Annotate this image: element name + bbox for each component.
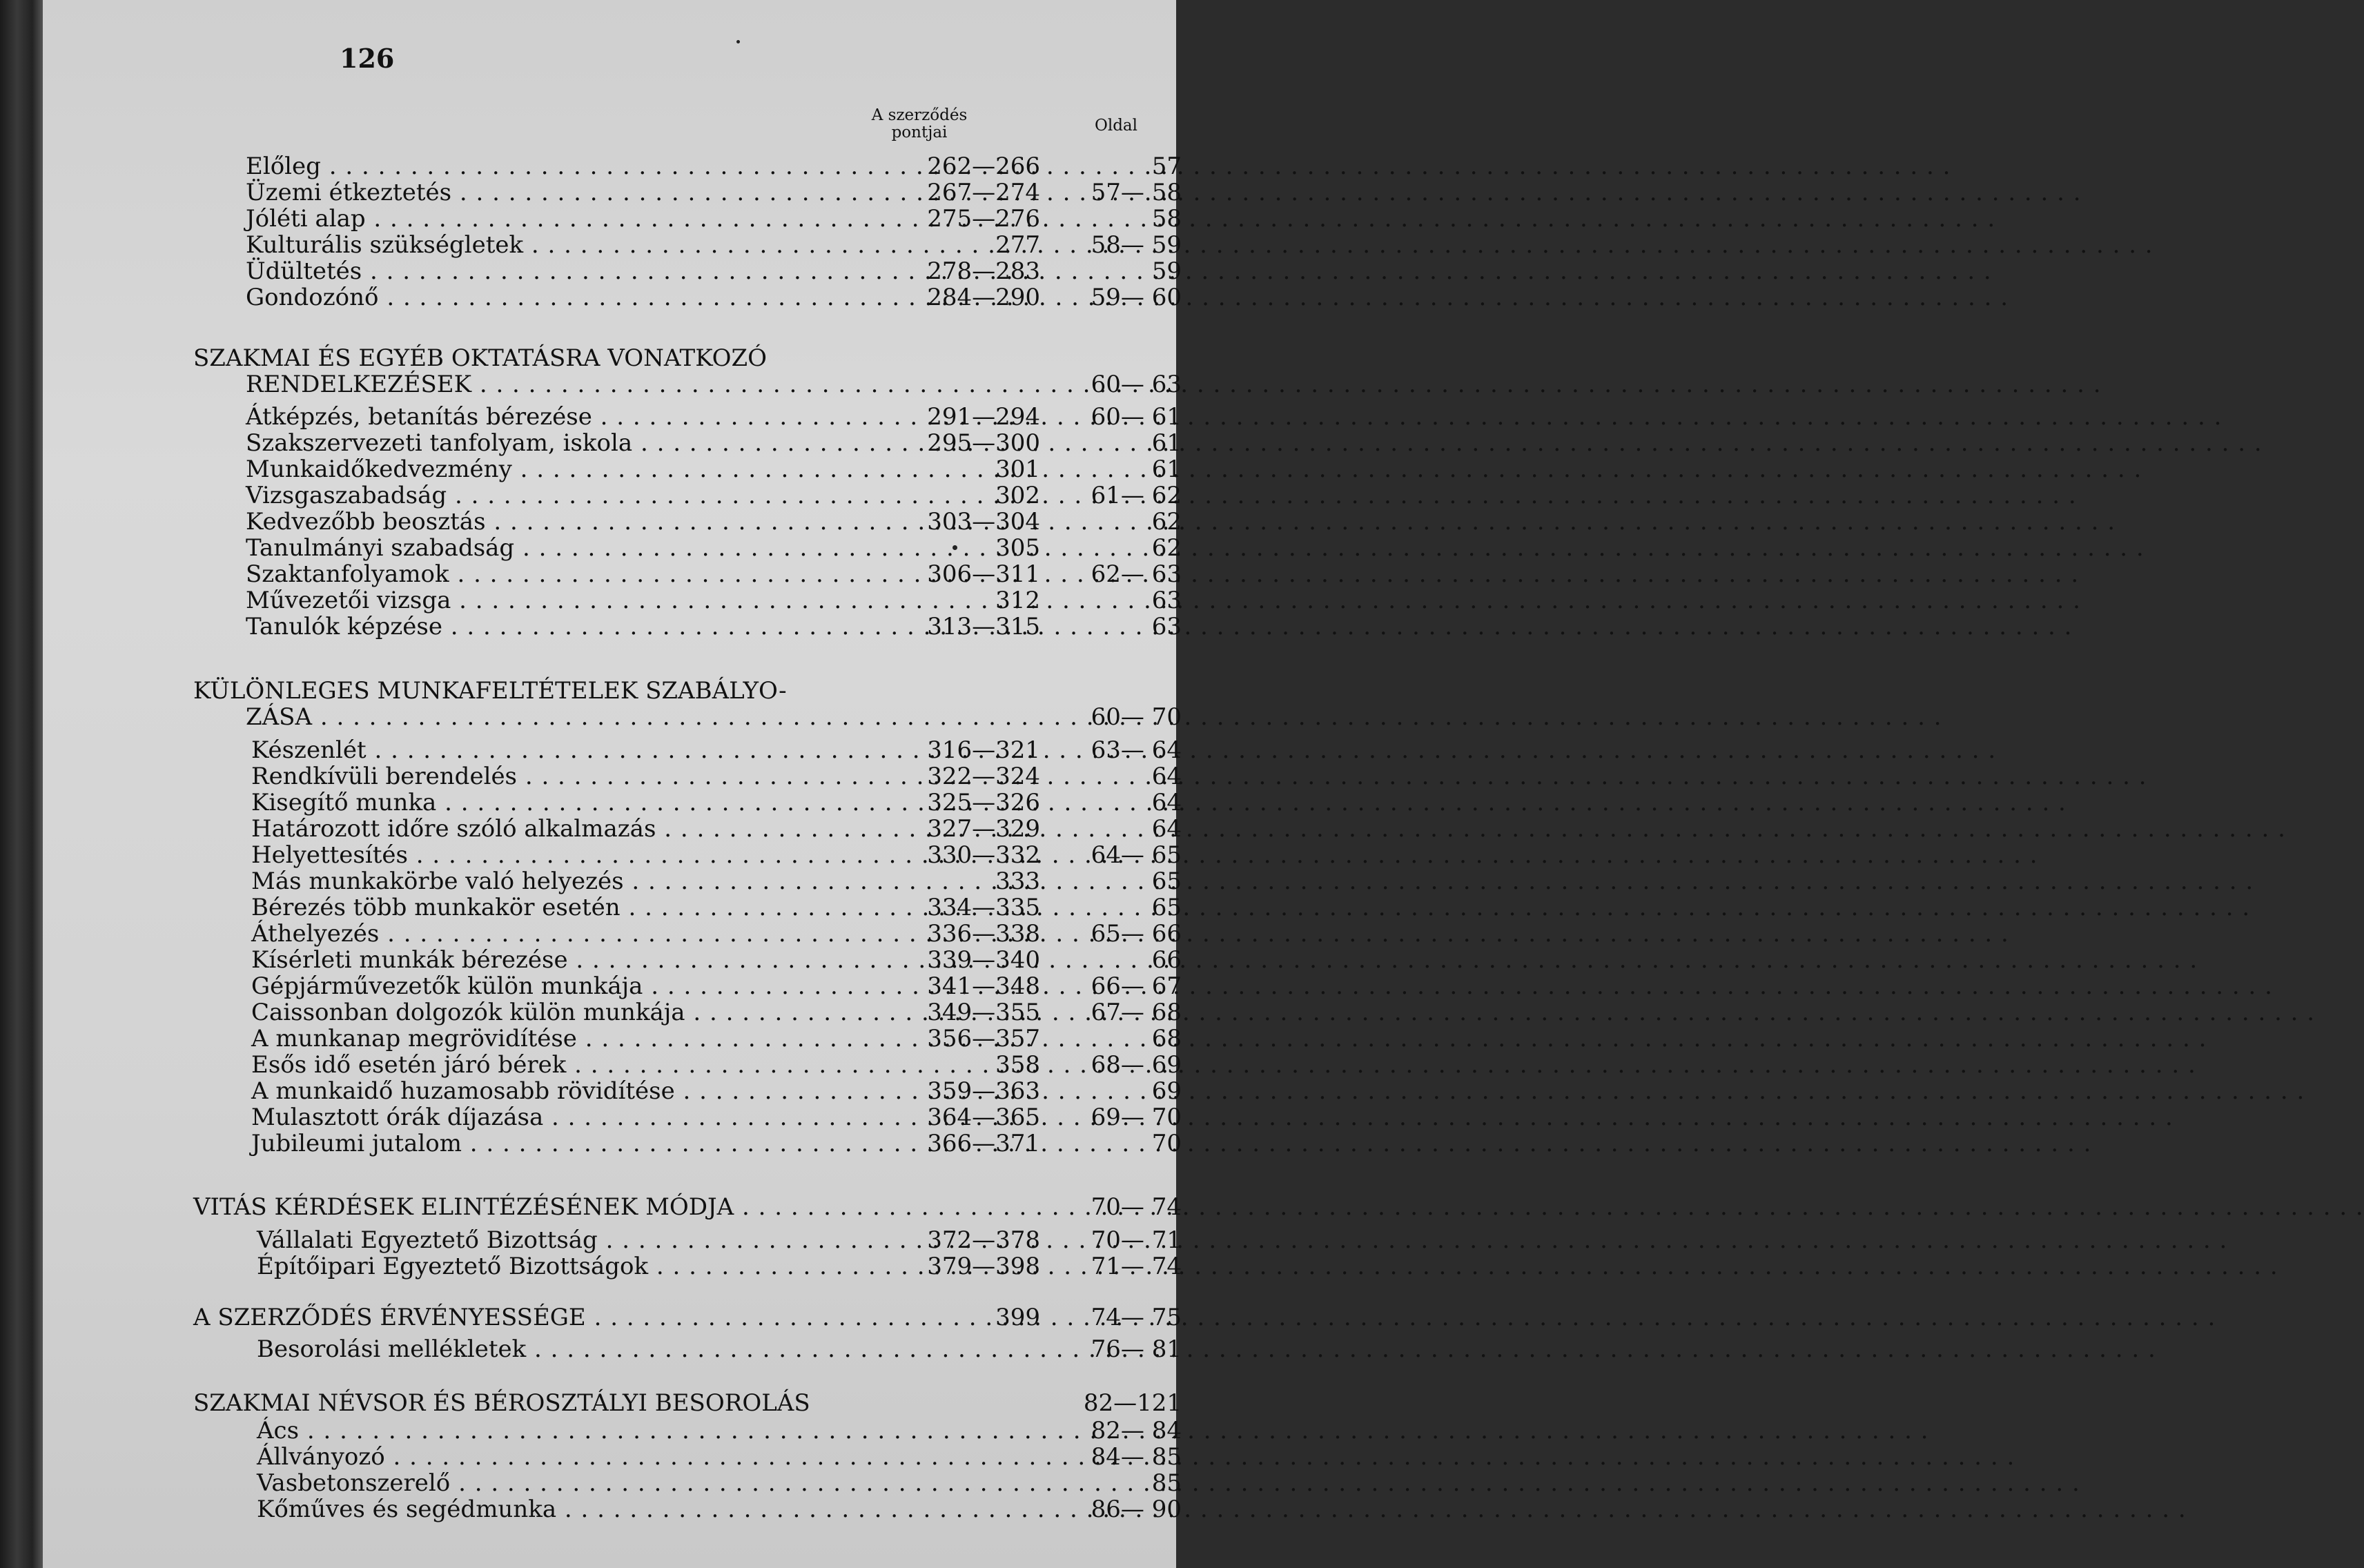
toc-entry bbox=[43, 999, 1182, 1026]
toc-entry-contract-points: 316—321 bbox=[927, 736, 1040, 764]
toc-entry bbox=[43, 205, 1182, 233]
toc-entry-contract-points: 313—315 bbox=[927, 613, 1040, 640]
toc-entry-page-range: 65 bbox=[1151, 868, 1182, 895]
toc-entry-title bbox=[251, 921, 900, 947]
toc-entry-page-range: 61 bbox=[1151, 455, 1182, 483]
toc-entry-title bbox=[251, 868, 900, 894]
toc-entry-title-text: Kulturális szükségletek bbox=[246, 231, 524, 259]
toc-entry-page-range: 57 bbox=[1151, 153, 1182, 180]
toc-entry-title-text: Más munkakörbe való helyezés bbox=[251, 868, 624, 895]
toc-entry-title bbox=[257, 1418, 900, 1444]
toc-entry-title-text: Gondozónő bbox=[246, 284, 379, 311]
toc-entry-contract-points: 291—294 bbox=[927, 403, 1040, 431]
toc-entry-title-text: KÜLÖNLEGES MUNKAFELTÉTELEK SZABÁLYO- bbox=[193, 677, 787, 705]
toc-entry bbox=[43, 1443, 1182, 1471]
toc-entry-title bbox=[257, 1444, 900, 1470]
toc-entry-title-text: Jóléti alap bbox=[246, 205, 366, 233]
toc-entry-title bbox=[246, 153, 900, 179]
toc-entry-page-range: 63— 64 bbox=[1091, 736, 1182, 764]
toc-entry-contract-points: 364—365 bbox=[927, 1104, 1040, 1131]
toc-entry-title-text: Vállalati Egyeztető Bizottság bbox=[257, 1226, 598, 1254]
toc-entry-page-range: 67— 68 bbox=[1091, 999, 1182, 1026]
toc-entry-page-range: 64 bbox=[1151, 815, 1182, 843]
toc-entry-contract-points: 284—290 bbox=[927, 284, 1040, 311]
toc-entry-title-text: Vasbetonszerelő bbox=[257, 1469, 451, 1497]
toc-entry-title-text: Állványozó bbox=[257, 1443, 385, 1471]
toc-entry-page-range: 82—121 bbox=[1083, 1389, 1182, 1417]
toc-entry-title-text: VITÁS KÉRDÉSEK ELINTÉZÉSÉNEK MÓDJA bbox=[193, 1193, 734, 1221]
column-header-points bbox=[868, 107, 971, 141]
toc-entry-title bbox=[251, 737, 900, 763]
toc-entry-title bbox=[251, 763, 900, 790]
toc-entry-page-range: 66 bbox=[1151, 946, 1182, 974]
column-header-points-line1: A szerződés bbox=[871, 106, 968, 124]
toc-entry-title bbox=[251, 1078, 900, 1104]
toc-entry-contract-points: 301 bbox=[995, 455, 1040, 483]
toc-entry-contract-points: 275—276 bbox=[927, 205, 1040, 233]
toc-entry-page-range: 60— 61 bbox=[1091, 403, 1182, 431]
toc-entry-page-range: 64 bbox=[1151, 789, 1182, 816]
toc-entry-page-range: 86— 90 bbox=[1091, 1496, 1182, 1523]
toc-entry-page-range: 70 bbox=[1151, 1130, 1182, 1157]
toc-entry bbox=[43, 1417, 1182, 1444]
toc-entry bbox=[43, 1025, 1182, 1052]
paper-speck bbox=[736, 40, 740, 43]
toc-entry-title bbox=[193, 678, 1162, 704]
toc-entry-title bbox=[246, 614, 900, 640]
toc-entry bbox=[43, 868, 1182, 895]
toc-entry-page-range: 85 bbox=[1151, 1469, 1182, 1497]
toc-entry-title bbox=[257, 1253, 900, 1280]
toc-entry bbox=[43, 587, 1182, 614]
toc-entry-contract-points: 262—266 bbox=[927, 153, 1040, 180]
toc-entry-page-range: 60— 63 bbox=[1091, 371, 1182, 398]
toc-entry-title-text: SZAKMAI NÉVSOR ÉS BÉROSZTÁLYI BESOROLÁS bbox=[193, 1389, 810, 1417]
toc-entry-contract-points: 379—398 bbox=[927, 1253, 1040, 1280]
toc-entry-title-text: Besorolási mellékletek bbox=[257, 1335, 527, 1363]
toc-entry-contract-points: 267—274 bbox=[927, 179, 1040, 206]
toc-section-heading bbox=[43, 1304, 1182, 1331]
toc-entry-title bbox=[251, 999, 900, 1026]
toc-entry-contract-points: 356—357 bbox=[927, 1025, 1040, 1052]
toc-entry-page-range: 84— 85 bbox=[1091, 1443, 1182, 1471]
toc-entry bbox=[43, 1104, 1182, 1131]
toc-entry-contract-points: 295—300 bbox=[927, 429, 1040, 457]
toc-entry-title-text: Készenlét bbox=[251, 736, 367, 764]
toc-entry-contract-points: 334—335 bbox=[927, 894, 1040, 921]
toc-entry-title-text: Vizsgaszabadság bbox=[246, 482, 447, 509]
toc-entry-title-text: Szaktanfolyamok bbox=[246, 560, 449, 588]
toc-entry-title-text: Mulasztott órák díjazása bbox=[251, 1104, 544, 1131]
toc-entry-title bbox=[246, 284, 900, 311]
toc-entry-page-range: 62— 63 bbox=[1091, 560, 1182, 588]
toc-entry-title-text: A SZERZŐDÉS ÉRVÉNYESSÉGE bbox=[193, 1304, 586, 1331]
toc-entry-title bbox=[251, 842, 900, 868]
toc-entry-title bbox=[251, 1026, 900, 1052]
page-number: 126 bbox=[340, 43, 395, 74]
toc-entry-title bbox=[193, 1194, 900, 1220]
toc-entry bbox=[43, 946, 1182, 974]
toc-entry-title-text: Szakszervezeti tanfolyam, iskola bbox=[246, 429, 633, 457]
toc-entry bbox=[43, 841, 1182, 869]
toc-entry-title-text: Jubileumi jutalom bbox=[251, 1130, 462, 1157]
toc-entry-title bbox=[246, 587, 900, 614]
toc-section-heading bbox=[43, 345, 1176, 371]
toc-entry-contract-points: 359—363 bbox=[927, 1077, 1040, 1105]
toc-entry-title bbox=[246, 371, 900, 398]
toc-entry-contract-points: 303—304 bbox=[927, 508, 1040, 536]
toc-entry-title bbox=[251, 790, 900, 816]
toc-entry-title bbox=[246, 482, 900, 509]
toc-entry bbox=[43, 403, 1182, 431]
toc-entry-contract-points: 358 bbox=[995, 1051, 1040, 1079]
toc-entry bbox=[43, 534, 1182, 562]
toc-entry-title bbox=[251, 1130, 900, 1157]
toc-entry-page-range: 58 bbox=[1151, 205, 1182, 233]
toc-entry-page-range: 66— 67 bbox=[1091, 972, 1182, 1000]
toc-entry bbox=[43, 284, 1182, 311]
toc-entry-page-range: 69 bbox=[1151, 1077, 1182, 1105]
toc-entry-page-range: 68— 69 bbox=[1091, 1051, 1182, 1079]
toc-entry-title bbox=[257, 1496, 900, 1522]
toc-entry bbox=[43, 179, 1182, 206]
toc-entry bbox=[43, 429, 1182, 457]
toc-entry-title bbox=[246, 206, 900, 232]
toc-entry bbox=[43, 153, 1182, 180]
toc-entry-title-text: Tanulmányi szabadság bbox=[246, 534, 515, 562]
toc-entry bbox=[43, 1253, 1182, 1280]
toc-entry-title-text: Előleg bbox=[246, 153, 321, 180]
toc-entry-title-text: Caissonban dolgozók külön munkája bbox=[251, 999, 685, 1026]
toc-section-heading bbox=[43, 1389, 1182, 1417]
toc-entry-title bbox=[251, 973, 900, 999]
toc-entry bbox=[43, 371, 1182, 398]
toc-entry-title bbox=[246, 179, 900, 206]
toc-entry bbox=[43, 1226, 1182, 1254]
toc-entry-title-text: Munkaidőkedvezmény bbox=[246, 455, 512, 483]
toc-entry bbox=[43, 1051, 1182, 1079]
toc-entry-contract-points: 325—326 bbox=[927, 789, 1040, 816]
toc-entry-title bbox=[251, 1052, 900, 1078]
toc-entry-page-range: 62 bbox=[1151, 508, 1182, 536]
toc-entry-contract-points: 302 bbox=[995, 482, 1040, 509]
toc-entry-contract-points: 336—338 bbox=[927, 920, 1040, 948]
toc-entry-title bbox=[193, 345, 1162, 371]
toc-entry-title-text: Kísérleti munkák bérezése bbox=[251, 946, 568, 974]
toc-entry bbox=[43, 789, 1182, 816]
toc-entry-title bbox=[193, 1390, 1162, 1416]
toc-entry bbox=[43, 1469, 1182, 1497]
toc-entry-title-text: ZÁSA bbox=[246, 703, 313, 731]
toc-entry-title-text: Gépjárművezetők külön munkája bbox=[251, 972, 643, 1000]
toc-entry-page-range: 61— 62 bbox=[1091, 482, 1182, 509]
toc-entry-page-range: 63 bbox=[1151, 613, 1182, 640]
toc-entry bbox=[43, 920, 1182, 948]
toc-entry-title bbox=[246, 509, 900, 535]
toc-entry-page-range: 70— 71 bbox=[1091, 1226, 1182, 1254]
toc-entry-title bbox=[251, 894, 900, 921]
book-page bbox=[43, 0, 1182, 1568]
toc-entry bbox=[43, 613, 1182, 640]
toc-entry-title bbox=[251, 1104, 900, 1130]
toc-entry-title bbox=[246, 258, 900, 284]
toc-entry-page-range: 64 bbox=[1151, 763, 1182, 790]
toc-entry-title bbox=[246, 535, 900, 561]
toc-entry-page-range: 68 bbox=[1151, 1025, 1182, 1052]
toc-entry-page-range: 69— 70 bbox=[1091, 1104, 1182, 1131]
toc-entry-contract-points: 341—348 bbox=[927, 972, 1040, 1000]
toc-entry-contract-points: 306—311 bbox=[927, 560, 1040, 588]
toc-entry-page-range: 58— 59 bbox=[1091, 231, 1182, 259]
toc-entry-page-range: 64— 65 bbox=[1091, 841, 1182, 869]
toc-entry bbox=[43, 257, 1182, 285]
toc-entry-contract-points: 305 bbox=[995, 534, 1040, 562]
toc-entry-page-range: 63 bbox=[1151, 587, 1182, 614]
toc-section-heading bbox=[43, 678, 1176, 704]
toc-entry-title bbox=[251, 947, 900, 973]
toc-entry-page-range: 62 bbox=[1151, 534, 1182, 562]
toc-entry-title-text: Építőipari Egyeztető Bizottságok bbox=[257, 1253, 649, 1280]
toc-entry bbox=[43, 482, 1182, 509]
toc-entry-contract-points: 327—329 bbox=[927, 815, 1040, 843]
toc-entry-page-range: 59— 60 bbox=[1091, 284, 1182, 311]
toc-entry bbox=[43, 763, 1182, 790]
toc-entry-title-text: Üdültetés bbox=[246, 257, 362, 285]
toc-entry-title-text: Ács bbox=[257, 1417, 300, 1444]
toc-entry-title-text: Művezetői vizsga bbox=[246, 587, 451, 614]
toc-entry-contract-points: 349—355 bbox=[927, 999, 1040, 1026]
toc-entry-contract-points: 330—332 bbox=[927, 841, 1040, 869]
toc-entry-contract-points: 366—371 bbox=[927, 1130, 1040, 1157]
toc-entry bbox=[43, 1335, 1182, 1363]
toc-entry-title-text: SZAKMAI ÉS EGYÉB OKTATÁSRA VONATKOZÓ bbox=[193, 344, 768, 372]
toc-entry-title bbox=[257, 1470, 900, 1496]
toc-entry-page-range: 65 bbox=[1151, 894, 1182, 921]
column-header-points-line2: pontjai bbox=[891, 124, 948, 141]
toc-entry-contract-points: 277 bbox=[995, 231, 1040, 259]
toc-entry bbox=[43, 972, 1182, 1000]
toc-entry-title-text: Helyettesítés bbox=[251, 841, 408, 869]
toc-entry-title-text: Bérezés több munkakör esetén bbox=[251, 894, 621, 921]
toc-entry-title bbox=[246, 456, 900, 482]
toc-entry-contract-points: 278—283 bbox=[927, 257, 1040, 285]
toc-entry-page-range: 61 bbox=[1151, 429, 1182, 457]
book-spine-edge bbox=[0, 0, 43, 1568]
toc-entry-title-text: Tanulók képzése bbox=[246, 613, 442, 640]
toc-entry bbox=[43, 1130, 1182, 1157]
toc-entry-title bbox=[251, 816, 900, 842]
toc-entry-title bbox=[246, 232, 900, 258]
toc-entry bbox=[43, 455, 1182, 483]
toc-entry-title-text: Átképzés, betanítás bérezése bbox=[246, 403, 592, 431]
toc-entry bbox=[43, 894, 1182, 921]
toc-entry-page-range: 59 bbox=[1151, 257, 1182, 285]
toc-entry-page-range: 57— 58 bbox=[1091, 179, 1182, 206]
toc-entry-page-range: 74— 75 bbox=[1091, 1304, 1182, 1331]
toc-entry bbox=[43, 560, 1182, 588]
toc-entry-page-range: 71— 74 bbox=[1091, 1253, 1182, 1280]
toc-entry-title bbox=[246, 430, 900, 456]
toc-entry-title-text: Rendkívüli berendelés bbox=[251, 763, 518, 790]
toc-entry-title bbox=[246, 404, 900, 430]
toc-entry-page-range: 60— 70 bbox=[1091, 703, 1182, 731]
toc-entry-contract-points: 322—324 bbox=[927, 763, 1040, 790]
toc-entry-title bbox=[246, 704, 900, 730]
paper-speck bbox=[953, 545, 957, 550]
toc-entry-title bbox=[193, 1304, 900, 1331]
toc-section-heading bbox=[43, 1193, 1182, 1221]
toc-entry-title-text: RENDELKEZÉSEK bbox=[246, 371, 472, 398]
toc-entry-page-range: 82— 84 bbox=[1091, 1417, 1182, 1444]
toc-entry-contract-points: 372—378 bbox=[927, 1226, 1040, 1254]
toc-entry bbox=[43, 1496, 1182, 1523]
toc-entry-title bbox=[257, 1227, 900, 1253]
toc-entry bbox=[43, 1077, 1182, 1105]
toc-entry bbox=[43, 231, 1182, 259]
toc-entry-contract-points: 312 bbox=[995, 587, 1040, 614]
column-header-pages: Oldal bbox=[1094, 117, 1137, 135]
toc-entry-title-text: Határozott időre szóló alkalmazás bbox=[251, 815, 656, 843]
toc-entry-contract-points: 399 bbox=[995, 1304, 1040, 1331]
toc-entry-contract-points: 333 bbox=[995, 868, 1040, 895]
toc-entry bbox=[43, 815, 1182, 843]
toc-entry-contract-points: 339—340 bbox=[927, 946, 1040, 974]
toc-entry-title bbox=[257, 1336, 900, 1362]
toc-entry-page-range: 65— 66 bbox=[1091, 920, 1182, 948]
toc-entry-title-text: Kőműves és segédmunka bbox=[257, 1496, 557, 1523]
toc-entry-title-text: Esős idő esetén járó bérek bbox=[251, 1051, 567, 1079]
toc-entry bbox=[43, 703, 1182, 731]
toc-entry-page-range: 76— 81 bbox=[1091, 1335, 1182, 1363]
toc-entry-title-text: Áthelyezés bbox=[251, 920, 380, 948]
toc-entry-title-text: Kedvezőbb beosztás bbox=[246, 508, 486, 536]
toc-entry-title-text: Kisegítő munka bbox=[251, 789, 437, 816]
toc-entry-title bbox=[246, 561, 900, 587]
toc-entry-title-text: A munkanap megrövidítése bbox=[251, 1025, 577, 1052]
toc-entry-page-range: 70— 74 bbox=[1091, 1193, 1182, 1221]
toc-entry bbox=[43, 508, 1182, 536]
toc-entry-title-text: A munkaidő huzamosabb rövidítése bbox=[251, 1077, 675, 1105]
toc-entry-title-text: Üzemi étkeztetés bbox=[246, 179, 452, 206]
toc-entry bbox=[43, 736, 1182, 764]
